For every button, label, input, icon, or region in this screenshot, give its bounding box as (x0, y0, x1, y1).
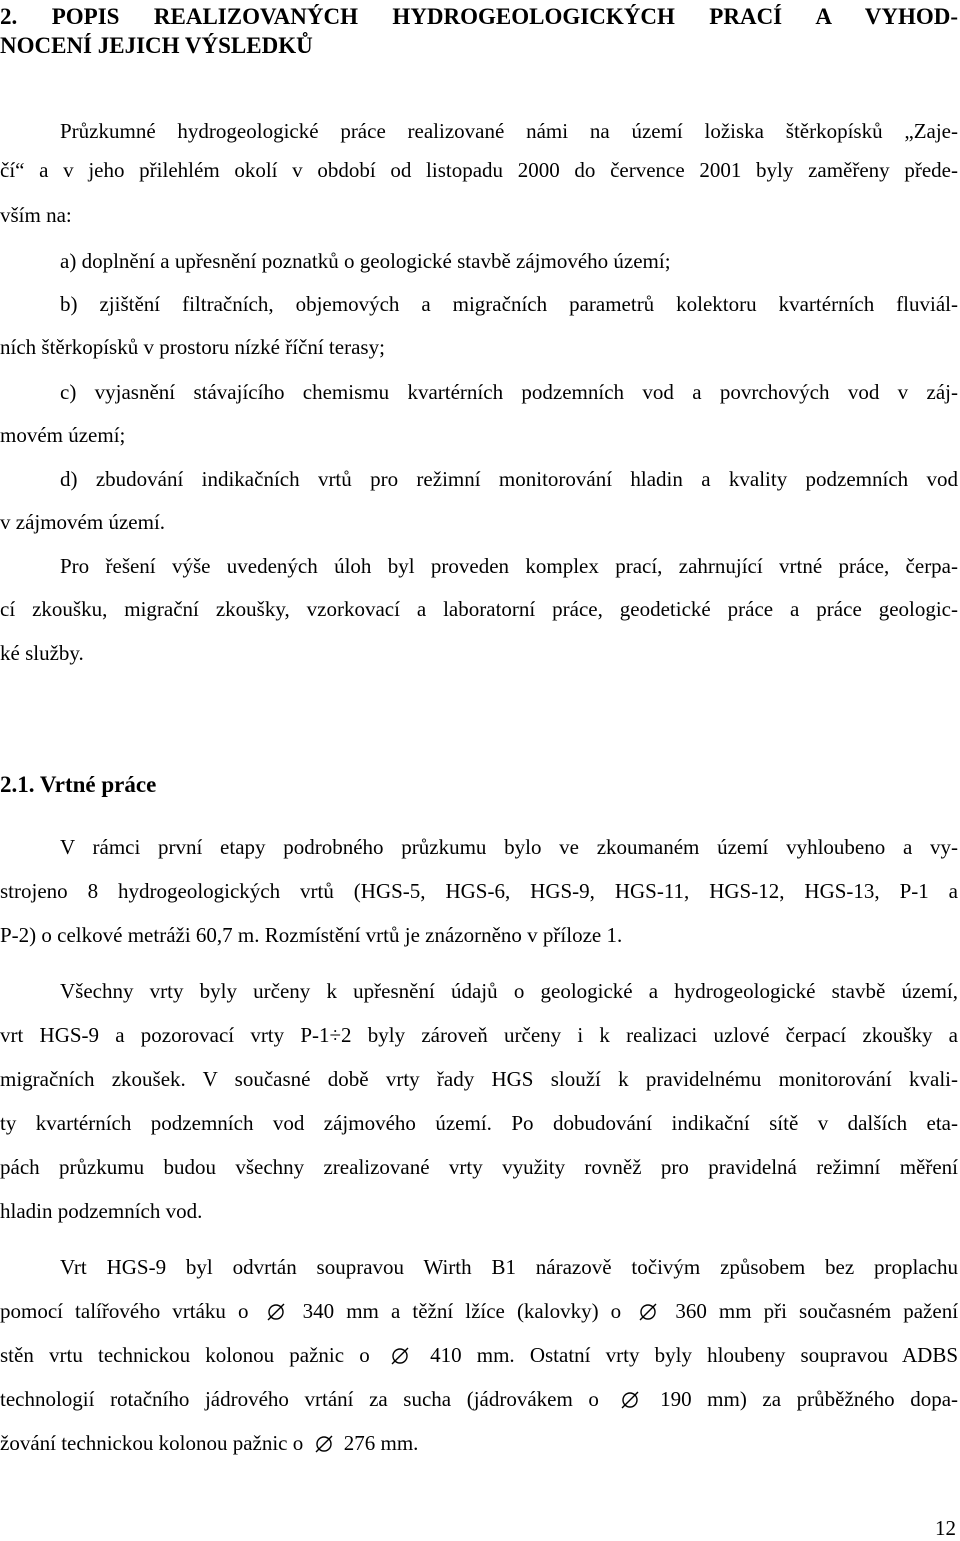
chapter-heading-line-1: 2. POPIS REALIZOVANÝCH HYDROGEOLOGICKÝCH PRACÍ A VYHOD- (0, 4, 958, 29)
page-number: 12 (935, 1516, 956, 1540)
intro-line-1: Průzkumné hydrogeologické práce realizované námi na území ložiska štěrkopísků „Zaje- (60, 119, 958, 143)
intro-line-3: vším na: (0, 203, 72, 227)
p3-line-2-part-b: 340 mm a těžní lžíce (kalovky) o (302, 1299, 622, 1323)
list-item-a: a) doplnění a upřesnění poznatků o geologické stavbě zájmového území; (60, 249, 671, 273)
p2-line-5: pách průzkumu budou všechny zrealizované vrty využity rovněž pro pravidelná režimní měření (0, 1155, 958, 1179)
p2-line-2: vrt HGS-9 a pozorovací vrty P-1÷2 byly zároveň určeny i k realizaci uzlové čerpací zkoušky a (0, 1023, 958, 1047)
p1-line-1: V rámci první etapy podrobného průzkumu bylo ve zkoumaném území vyhloubeno a vy- (60, 835, 958, 859)
p3-line-3-part-a: stěn vrtu technickou kolonou pažnic o (0, 1343, 370, 1367)
p3-line-2-part-a: pomocí talířového vrtáku o (0, 1299, 249, 1323)
p1-line-3: P-2) o celkové metráži 60,7 m. Rozmístění vrtů je znázorněno v příloze 1. (0, 923, 623, 947)
p3-line-5-part-a: žování technickou kolonou pažnic o (0, 1431, 304, 1455)
p3-line-3-part-b: 410 mm. Ostatní vrty byly hloubeny soupravou ADBS (430, 1343, 959, 1367)
p2-line-4: ty kvartérních podzemních vod zájmového území. Po dobudování indikační sítě v dalších eta- (0, 1111, 958, 1135)
p2-line-3: migračních zkoušek. V současné době vrty řady HGS slouží k pravidelnému monitorování kvali- (0, 1067, 958, 1091)
p3-line-4 (0, 1385, 958, 1413)
list-item-d-line-2: v zájmovém území. (0, 510, 166, 534)
chapter-heading-line-2: NOCENÍ JEJICH VÝSLEDKŮ (0, 33, 313, 58)
p3-line-4-part-b: 190 mm) za průběžného dopa- (660, 1387, 959, 1411)
intro-line-2: čí“ a v jeho přilehlém okolí v období od listopadu 2000 do července 2001 byly zaměřeny přede- (0, 158, 958, 182)
list-item-b-line-1: b) zjištění filtračních, objemových a migračních parametrů kolektoru kvartérních fluviál- (60, 292, 958, 316)
summary-line-3: ké služby. (0, 641, 84, 665)
p3-line-5 (0, 1429, 958, 1457)
p3-line-2 (0, 1297, 958, 1325)
diameter-symbol-icon (313, 1432, 335, 1454)
list-item-c-line-1: c) vyjasnění stávajícího chemismu kvartérních podzemních vod a povrchových vod v záj- (60, 380, 958, 404)
p3-line-3 (0, 1341, 958, 1369)
list-item-d-line-1: d) zbudování indikačních vrtů pro režimní monitorování hladin a kvality podzemních vod (60, 467, 958, 491)
diameter-symbol-icon (389, 1344, 411, 1366)
summary-line-1: Pro řešení výše uvedených úloh byl proveden komplex prací, zahrnující vrtné práce, čerpa- (60, 554, 958, 578)
p3-line-5-part-b: 276 mm. (343, 1431, 419, 1455)
diameter-symbol-icon (637, 1300, 659, 1322)
diameter-symbol-icon (619, 1388, 641, 1410)
diameter-symbol-icon (265, 1300, 287, 1322)
p3-line-1: Vrt HGS-9 byl odvrtán soupravou Wirth B1 nárazově točivým způsobem bez proplachu (60, 1255, 958, 1279)
p3-line-2-part-c: 360 mm při současném pažení (675, 1299, 959, 1323)
p2-line-6: hladin podzemních vod. (0, 1199, 203, 1223)
p1-line-2: strojeno 8 hydrogeologických vrtů (HGS-5, HGS-6, HGS-9, HGS-11, HGS-12, HGS-13, P-1 a (0, 879, 958, 903)
summary-line-2: cí zkoušku, migrační zkoušky, vzorkovací a laboratorní práce, geodetické práce a práce geologic- (0, 597, 958, 621)
list-item-c-line-2: movém území; (0, 423, 126, 447)
p2-line-1: Všechny vrty byly určeny k upřesnění údajů o geologické a hydrogeologické stavbě území, (60, 979, 958, 1003)
p3-line-4-part-a: technologií rotačního jádrového vrtání za sucha (jádrovákem o (0, 1387, 599, 1411)
list-item-b-line-2: ních štěrkopísků v prostoru nízké říční terasy; (0, 335, 385, 359)
section-title: 2.1. Vrtné práce (0, 772, 157, 797)
